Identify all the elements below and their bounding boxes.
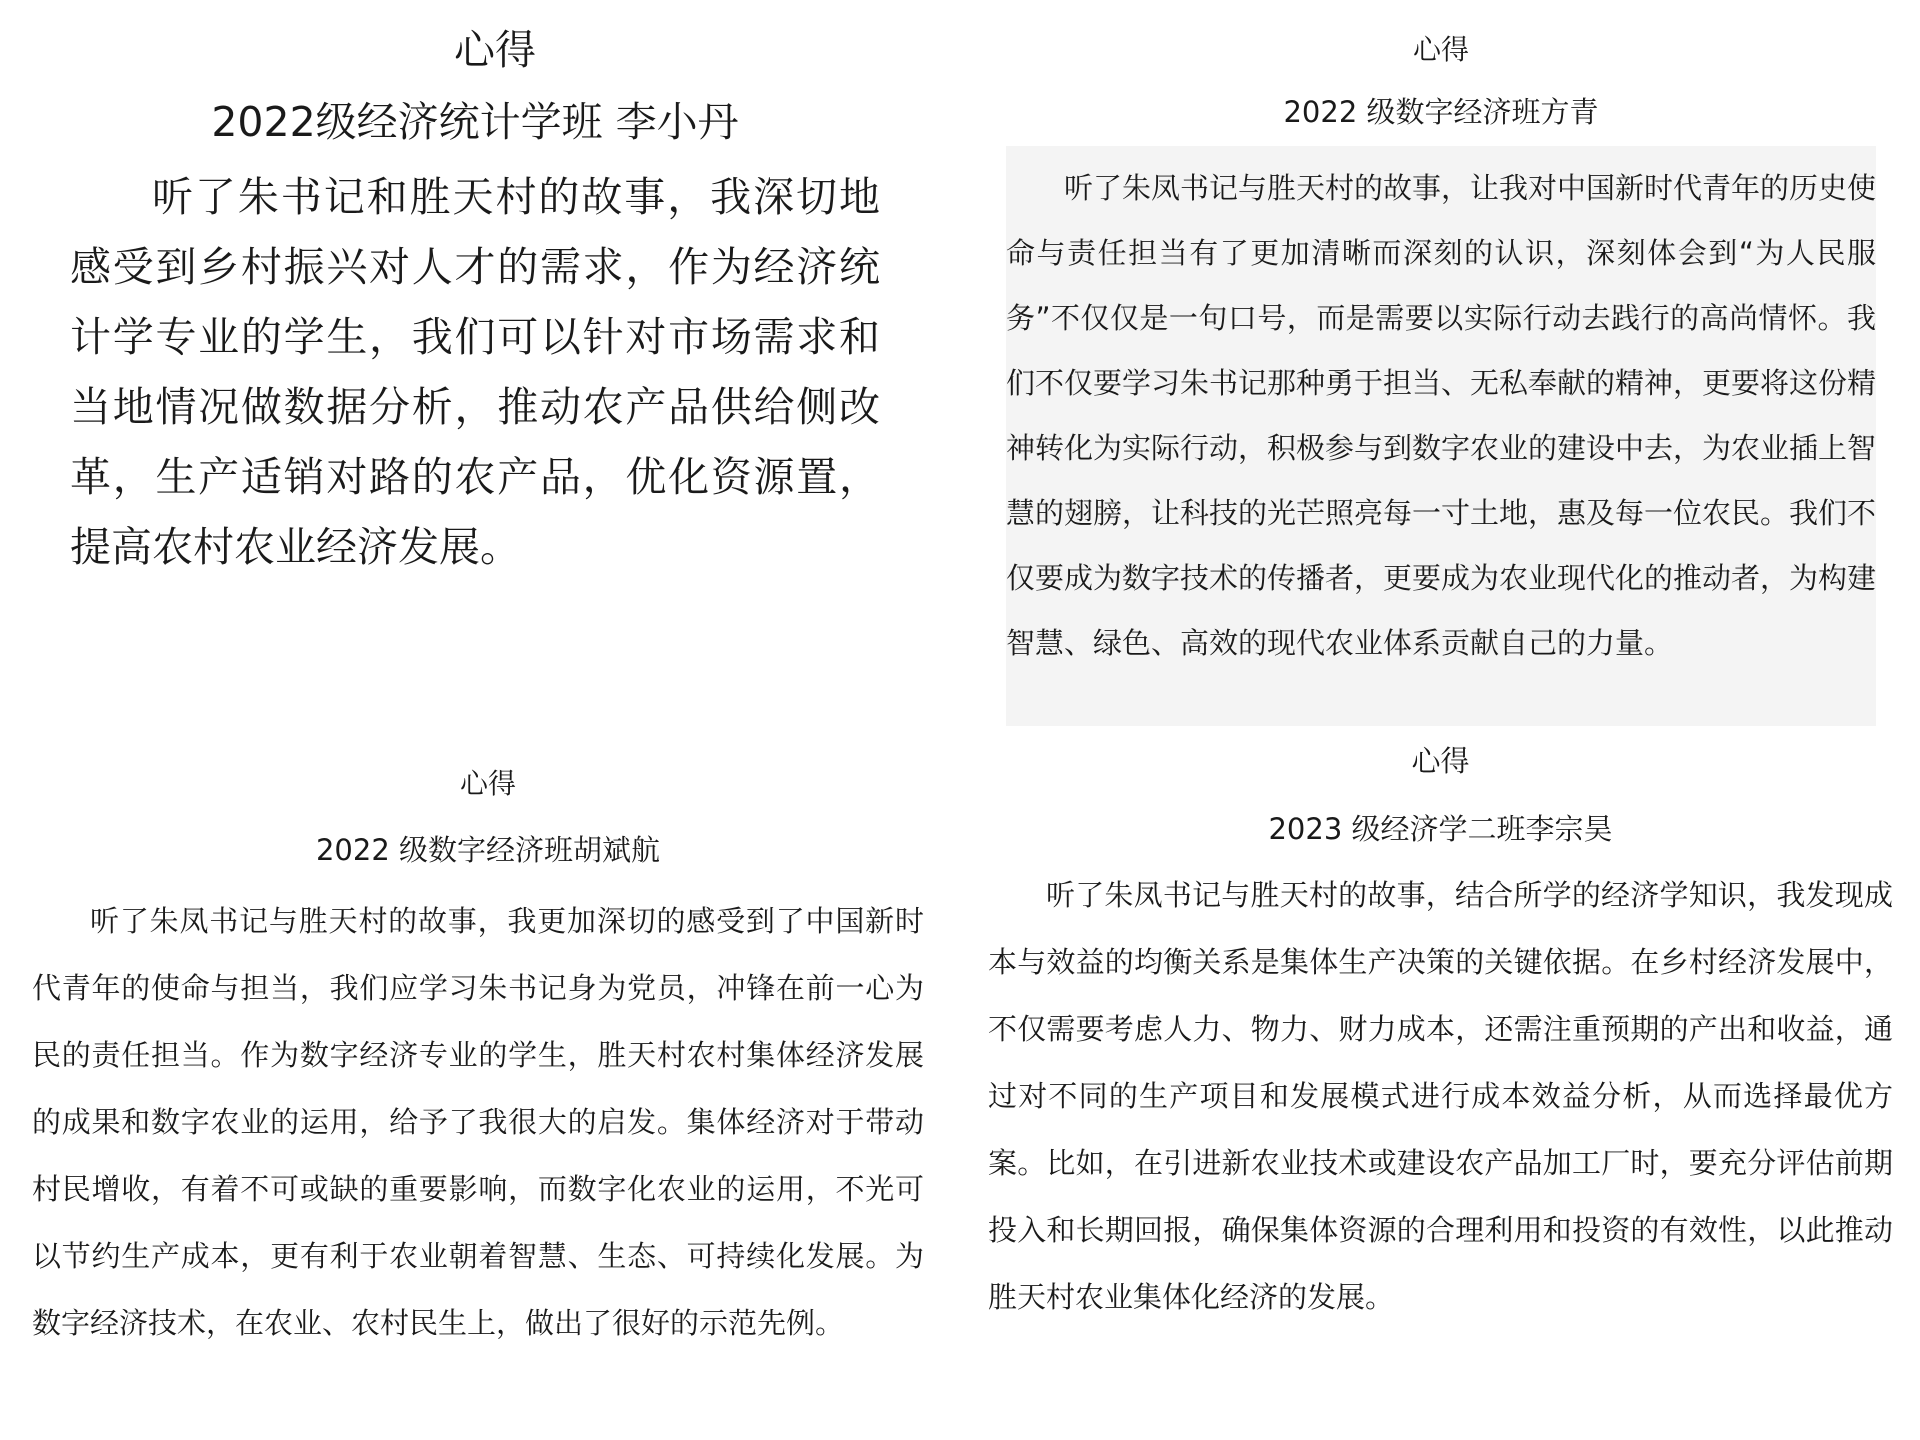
essay-title: 心得 bbox=[1411, 744, 1470, 778]
essay-author: 2022级经济统计学班 李小丹 bbox=[211, 98, 739, 146]
essay-fang-qing bbox=[1006, 30, 1876, 726]
essay-author: 2022 级数字经济班胡斌航 bbox=[315, 833, 661, 867]
essay-title: 心得 bbox=[454, 26, 536, 74]
essay-body: 听了朱凤书记与胜天村的故事，让我对中国新时代青年的历史使命与责任担当有了更加清晰而深刻的认识，深刻体会到“为人民服务”不仅仅是一句口号，而是需要以实际行动去践行的高尚情怀。我们不仅要学习朱书记那种勇于担当、无私奉献的精神，更要将这份精神转化为实际行动，积极参与到数字农业的建设中去，为农业插上智慧的翅膀，让科技的光芒照亮每一寸土地，惠及每一位农民。我们不仅要成为数字技术的传播者，更要成为农业现代化的推动者，为构建智慧、绿色、高效的现代农业体系贡献自己的力量。 bbox=[1006, 171, 1877, 660]
essay-body: 听了朱书记和胜天村的故事，我深切地感受到乡村振兴对人才的需求，作为经济统计学专业的学生，我们可以针对市场需求和当地情况做数据分析，推动农产品供给侧改革，生产适销对路的农产品，优化资源置，提高农村农业经济发展。 bbox=[70, 173, 880, 571]
essay-title: 心得 bbox=[459, 767, 516, 800]
essay-title: 心得 bbox=[1412, 33, 1469, 66]
essay-author: 2023 级经济学二班李宗昊 bbox=[1268, 812, 1613, 846]
essay-hu-binhang bbox=[32, 764, 924, 1357]
essay-li-zonghao bbox=[988, 740, 1893, 1331]
essay-li-xiaodan bbox=[70, 22, 880, 582]
essay-body: 听了朱凤书记与胜天村的故事，我更加深切的感受到了中国新时代青年的使命与担当，我们应学习朱书记身为党员，冲锋在前一心为民的责任担当。作为数字经济专业的学生，胜天村农村集体经济发展的成果和数字农业的运用，给予了我很大的启发。集体经济对于带动村民增收，有着不可或缺的重要影响，而数字化农业的运用，不光可以节约生产成本，更有利于农业朝着智慧、生态、可持续化发展。为数字经济技术，在农业、农村民生上，做出了很好的示范先例。 bbox=[32, 904, 924, 1340]
essay-body: 听了朱凤书记与胜天村的故事，结合所学的经济学知识，我发现成本与效益的均衡关系是集体生产决策的关键依据。在乡村经济发展中，不仅需要考虑人力、物力、财力成本，还需注重预期的产出和收益，通过对不同的生产项目和发展模式进行成本效益分析，从而选择最优方案。比如，在引进新农业技术或建设农产品加工厂时，要充分评估前期投入和长期回报，确保集体资源的合理利用和投资的有效性，以此推动胜天村农业集体化经济的发展。 bbox=[988, 878, 1893, 1314]
essay-author: 2022 级数字经济班方青 bbox=[1283, 95, 1599, 129]
essay-body-block bbox=[1006, 146, 1876, 726]
